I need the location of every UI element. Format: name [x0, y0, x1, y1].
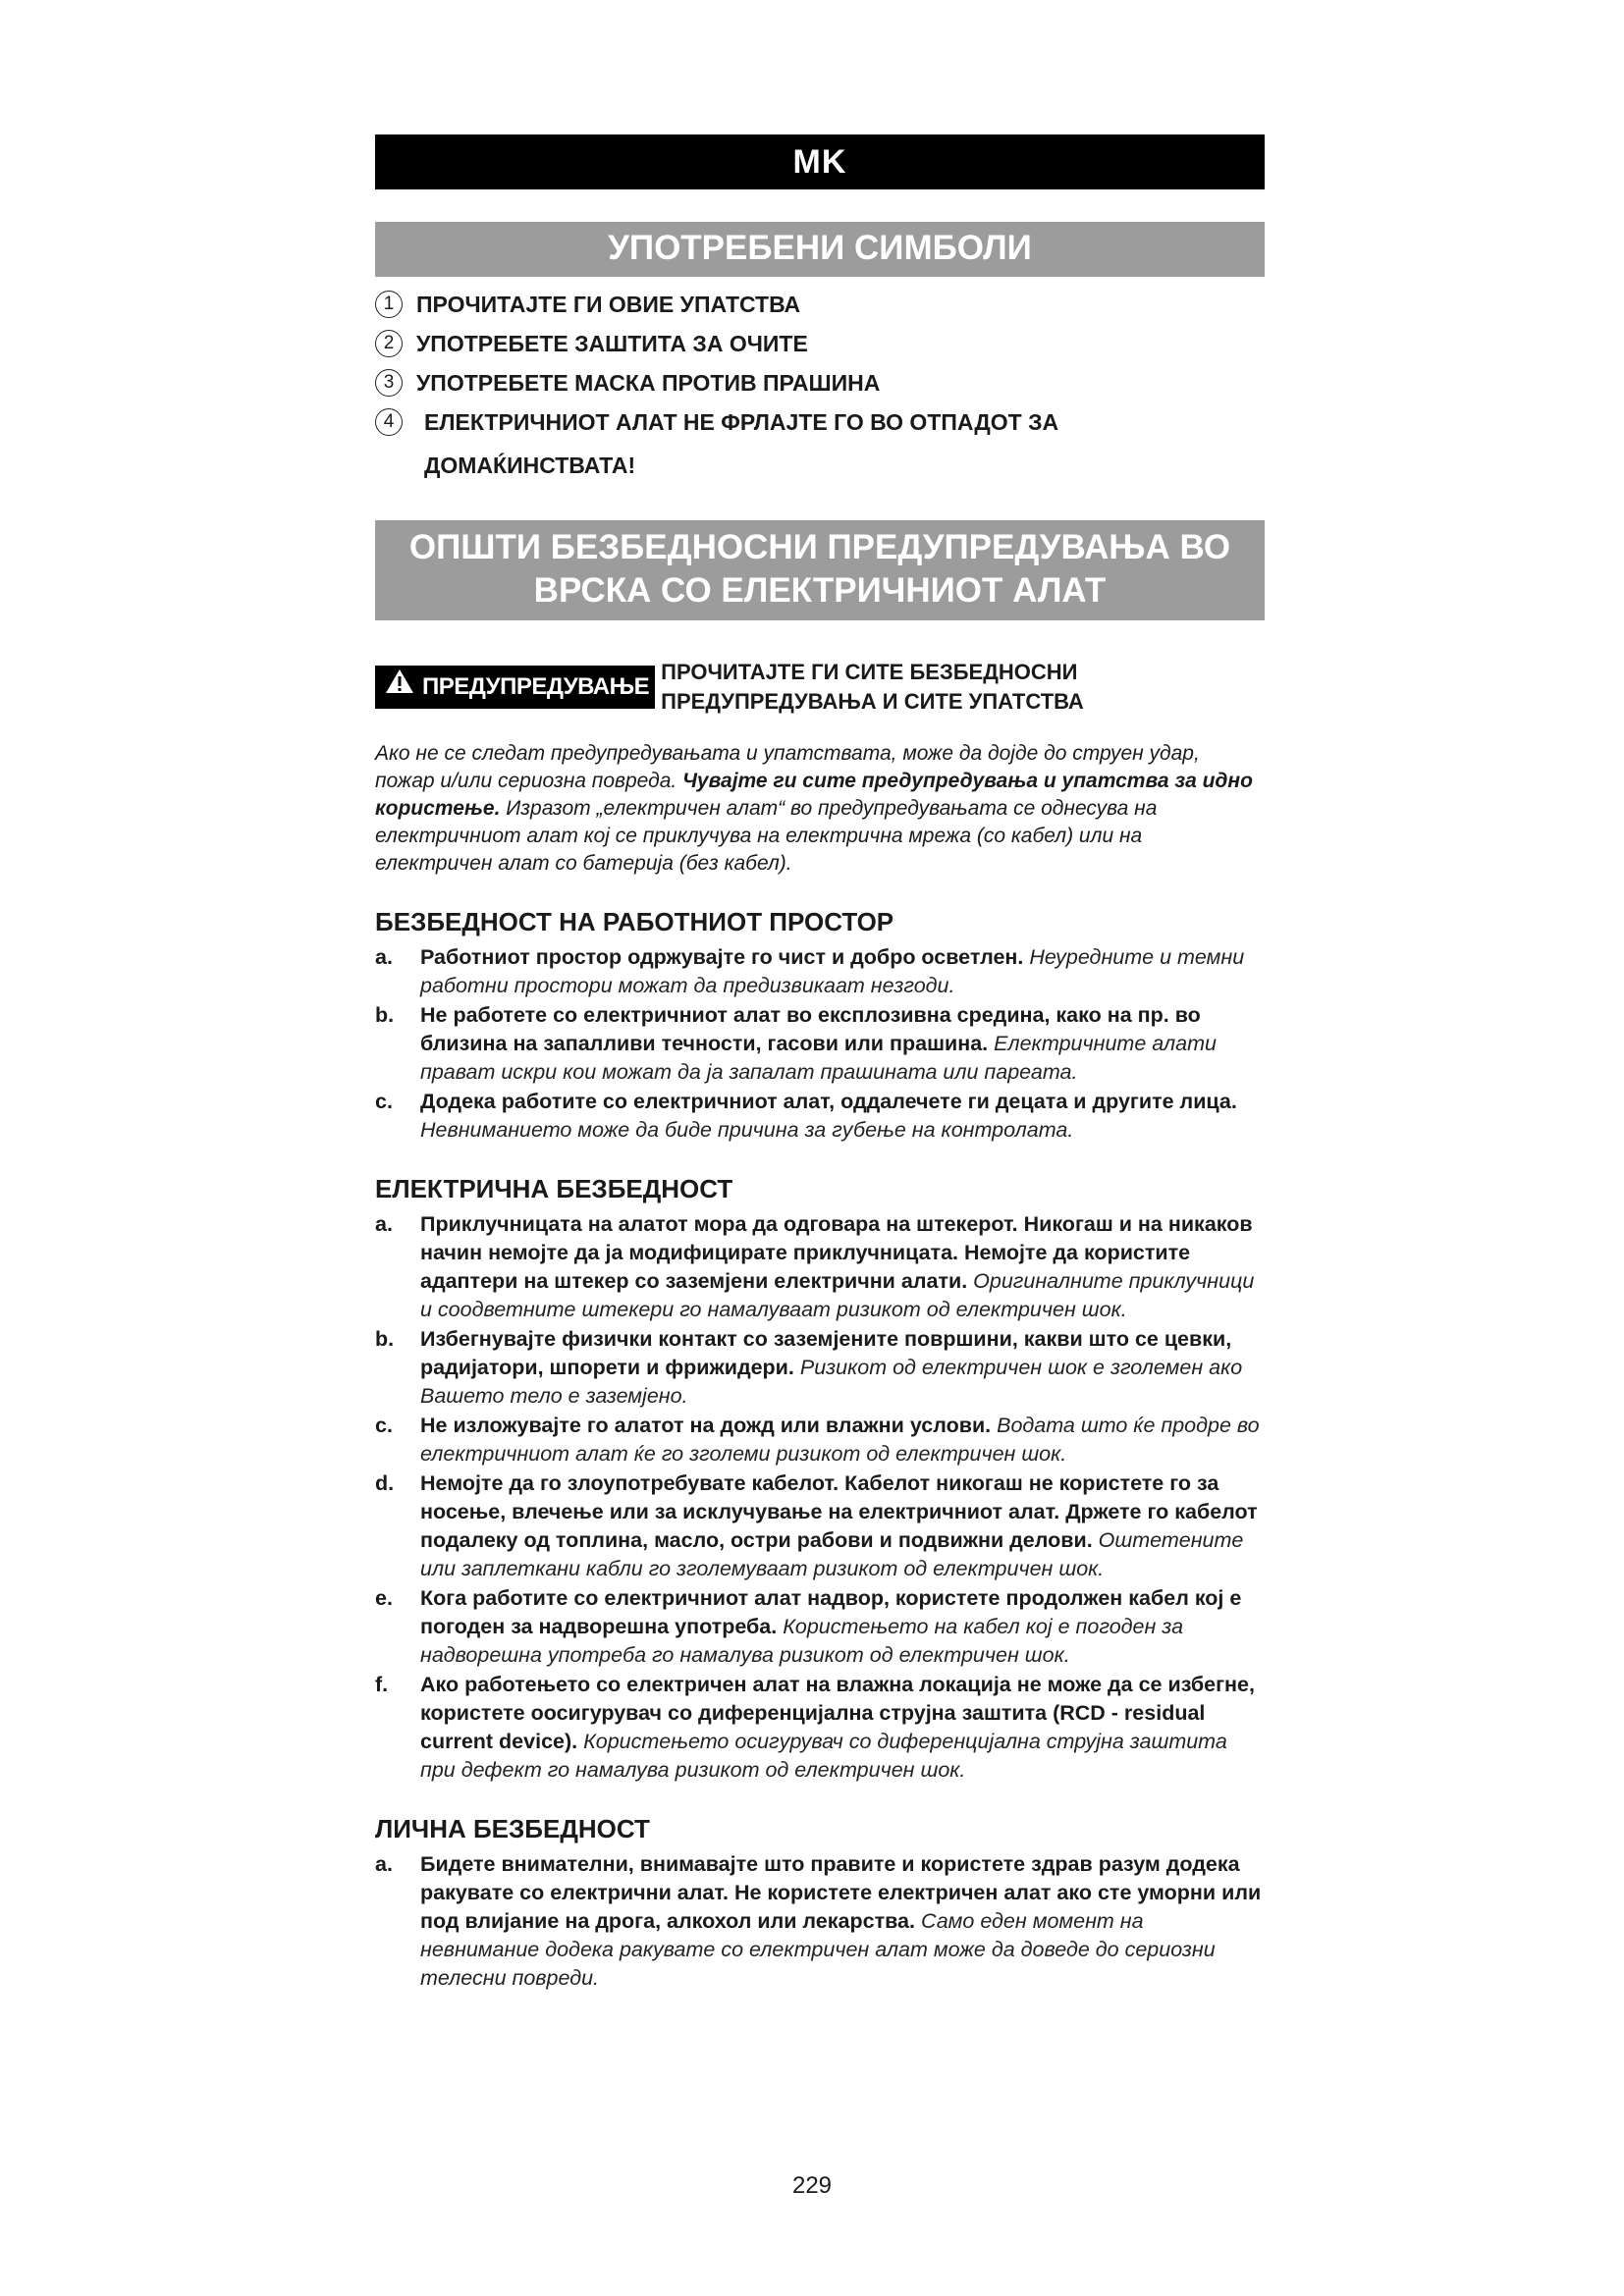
item-text: Користењето осигурувач со диференцијална струјна заштита при дефект го намалува ризикот од електричен шок. — [420, 1730, 1227, 1782]
item-bold-text: Додека работите со електричниот алат, оддалечете ги децата и другите лица. — [420, 1090, 1237, 1113]
item-letter: c. — [375, 1414, 393, 1437]
warning-triangle-icon — [385, 666, 414, 709]
general-title-line2: ВРСКА СО ЕЛЕКТРИЧНИОТ АЛАТ — [533, 571, 1107, 610]
symbol-text: ПРОЧИТАЈТЕ ГИ ОВИЕ УПАТСТВА — [416, 292, 801, 317]
symbol-text: ЕЛЕКТРИЧНИОТ АЛАТ НЕ ФРЛАЈТЕ ГО ВО ОТПАДОТ ЗА ДОМАЌИНСТВАТА! — [424, 409, 1059, 478]
item-text: Водата што ќе продре во електричниот алат ќе го зголеми ризикот од електричен шок. — [420, 1414, 1260, 1466]
item-letter: a. — [375, 1852, 393, 1876]
section-heading-personal-safety: ЛИЧНА БЕЗБЕДНОСТ — [375, 1814, 650, 1843]
symbol-item — [375, 291, 1265, 318]
item-bold-text: Работниот простор одржувајте го чист и добро осветлен. — [420, 945, 1024, 969]
symbol-item — [375, 408, 1265, 487]
item-text: Оштетените или заплеткани кабли го зголемуваат ризикот од електричен шок. — [420, 1528, 1244, 1580]
list-item — [375, 1671, 1265, 1785]
item-text: Само еден момент на невнимание додека ракувате со електричен алат може да доведе до сериозни телесни повреди. — [420, 1909, 1216, 1990]
symbol-text: УПОТРЕБЕТЕ ЗАШТИТА ЗА ОЧИТЕ — [416, 331, 808, 356]
circled-number: 3 — [375, 369, 403, 397]
page-number: 229 — [791, 2172, 833, 2199]
warning-row — [375, 658, 1265, 717]
work-area-list — [375, 943, 1265, 1145]
item-text: Оригиналните приклучници и соодветните штекери го намалуваат ризикот од електричен шок. — [420, 1269, 1255, 1321]
item-text: Ризикот од електричен шок е зголемен ако Вашето тело е заземјено. — [420, 1356, 1243, 1408]
item-bold-text: Кога работите со електричниот алат надвор, користете продолжен кабел кој е погоден за надворешна употреба. — [420, 1586, 1242, 1638]
general-title-line1: ОПШТИ БЕЗБЕДНОСНИ ПРЕДУПРЕДУВАЊА ВО — [408, 528, 1231, 566]
item-letter: e. — [375, 1586, 393, 1610]
list-item — [375, 1850, 1265, 1993]
item-letter: a. — [375, 1212, 393, 1236]
item-bold-text: Немојте да го злоупотребувате кабелот. Кабелот никогаш не користете го за носење, влечење или за исклучување на електричниот алат. Држете го кабелот подалеку од топлина, масло, остри рабови и подвижни делови. — [420, 1471, 1258, 1552]
item-letter: c. — [375, 1090, 393, 1113]
symbols-section-title: УПОТРЕБЕНИ СИМБОЛИ — [375, 222, 1265, 277]
intro-paragraph — [375, 740, 1265, 878]
item-letter: f. — [375, 1673, 389, 1696]
section-heading-work-area: БЕЗБЕДНОСТ НА РАБОТНИОТ ПРОСТОР — [375, 907, 894, 936]
circled-number: 1 — [375, 291, 403, 318]
item-letter: d. — [375, 1471, 395, 1495]
list-item — [375, 1469, 1265, 1583]
item-bold-text: Не изложувајте го алатот на дожд или влажни услови. — [420, 1414, 992, 1437]
warning-badge-label: ПРЕДУПРЕДУВАЊЕ — [422, 673, 650, 700]
circled-number: 2 — [375, 330, 403, 357]
symbol-item — [375, 330, 1265, 357]
list-item — [375, 1325, 1265, 1411]
list-item — [375, 1001, 1265, 1087]
general-warnings-title — [375, 520, 1265, 620]
intro-text-1: Ако не се следат предупредувањата и упатствата, може да дојде до струен удар, пожар и/или сериозна повреда. — [375, 742, 1200, 792]
intro-text-2: Изразот „електричен алат“ во предупредувањата се однесува на електричниот алат кој се приклучува на електрична мрежа (со кабел) или на електричен алат со батерија (без кабел). — [375, 797, 1158, 875]
item-text: Невниманието може да биде причина за губење на контролата. — [420, 1118, 1074, 1142]
warning-text — [661, 658, 1084, 717]
item-bold-text: Ако работењето со електричен алат на влажна локација не може да се избегне, користете оосигурувач со диференцијална струјна заштита (RCD - residual current device). — [420, 1673, 1255, 1753]
warning-line2: ПРЕДУПРЕДУВАЊА И СИТЕ УПАТСТВА — [661, 689, 1084, 714]
item-bold-text: Бидете внимателни, внимавајте што правите и користете здрав разум додека ракувате со електрични алат. Не користете електричен алат ако сте уморни или под влијание на дрога, алкохол или лекарства. — [420, 1852, 1262, 1933]
list-item — [375, 943, 1265, 1000]
list-item — [375, 1584, 1265, 1670]
item-text: Електричните алати прават искри кои можат да ја запалат прашината или пареата. — [420, 1032, 1217, 1084]
page-content — [375, 134, 1265, 1994]
language-header: MK — [375, 134, 1265, 189]
symbol-item — [375, 369, 1265, 397]
symbol-text: УПОТРЕБЕТЕ МАСКА ПРОТИВ ПРАШИНА — [416, 370, 881, 396]
item-bold-text: Не работете со електричниот алат во експлозивна средина, како на пр. во близина на запалливи течности, гасови или прашина. — [420, 1003, 1201, 1055]
symbols-list — [375, 291, 1265, 487]
item-bold-text: Приклучницата на алатот мора да одговара на штекерот. Никогаш и на никаков начин немојте да ја модифицирате приклучницата. Немојте да користите адаптери на штекер со заземјени електрични алати. — [420, 1212, 1253, 1293]
warning-line1: ПРОЧИТАЈТЕ ГИ СИТЕ БЕЗБЕДНОСНИ — [661, 660, 1078, 684]
section-heading-electrical-safety: ЕЛЕКТРИЧНА БЕЗБЕДНОСТ — [375, 1174, 733, 1203]
item-text: Користењето на кабел кој е погоден за надворешна употреба го намалува ризикот од електричен шок. — [420, 1615, 1184, 1667]
list-item — [375, 1412, 1265, 1468]
intro-bold: Чувајте ги сите предупредувања и упатства за идно користење. — [375, 770, 1253, 820]
item-letter: b. — [375, 1003, 395, 1027]
warning-badge — [375, 666, 655, 709]
list-item — [375, 1210, 1265, 1324]
item-letter: b. — [375, 1327, 395, 1351]
item-text: Неуредните и темни работни простори можат да предизвикаат незгоди. — [420, 945, 1245, 997]
circled-number: 4 — [375, 408, 403, 436]
item-letter: a. — [375, 945, 393, 969]
electrical-safety-list — [375, 1210, 1265, 1785]
item-bold-text: Избегнувајте физички контакт со заземјените површини, какви што се цевки, радијатори, шпорети и фрижидери. — [420, 1327, 1232, 1379]
list-item — [375, 1088, 1265, 1145]
personal-safety-list — [375, 1850, 1265, 1993]
